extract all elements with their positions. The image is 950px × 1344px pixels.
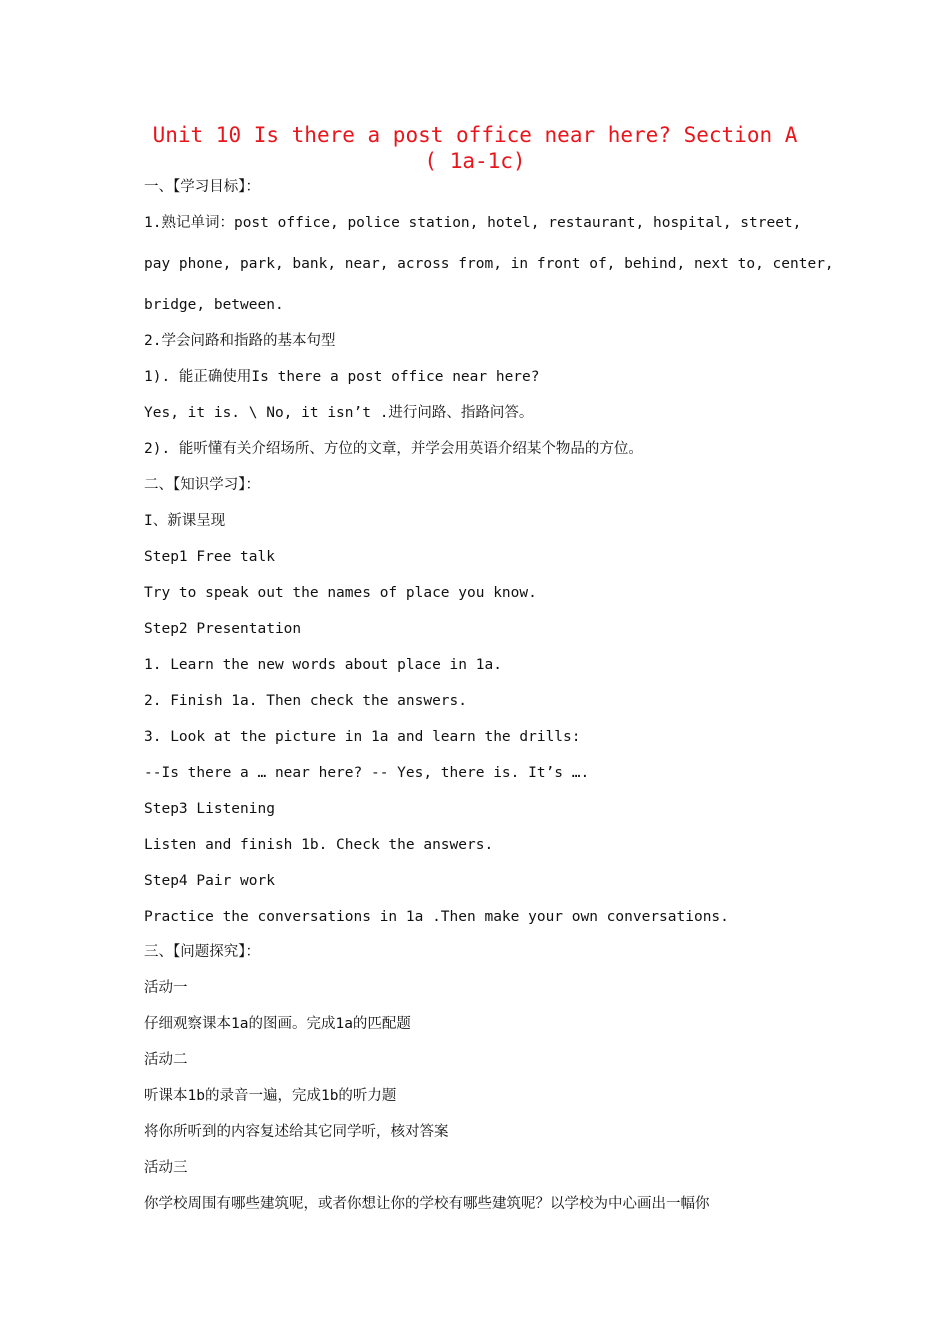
step2-item-2: 2. Finish 1a. Then check the answers. bbox=[144, 693, 468, 709]
step4-heading: Step4 Pair work bbox=[144, 873, 275, 889]
step2-heading: Step2 Presentation bbox=[144, 621, 302, 637]
section-heading-objectives: 一、【学习目标】： bbox=[144, 179, 260, 195]
subsection-new-lesson: I、新课呈现 bbox=[144, 513, 226, 529]
step1-heading: Step1 Free talk bbox=[144, 549, 275, 565]
objective-2-1-cont: Yes, it is. \ No, it isn’t .进行问路、指路问答。 bbox=[144, 405, 534, 421]
step4-text: Practice the conversations in 1a .Then make your own conversations. bbox=[144, 909, 729, 925]
activity-2-text-1: 听课本1b的录音一遍，完成1b的听力题 bbox=[144, 1088, 397, 1104]
step3-text: Listen and finish 1b. Check the answers. bbox=[144, 837, 494, 853]
objective-2-1: 1). 能正确使用Is there a post office near here? bbox=[144, 369, 540, 385]
step1-text: Try to speak out the names of place you know. bbox=[144, 585, 537, 601]
step2-item-1: 1. Learn the new words about place in 1a. bbox=[144, 657, 502, 673]
vocab-line-2: pay phone, park, bank, near, across from, in front of, behind, next to, center, bbox=[144, 256, 834, 272]
step3-heading: Step3 Listening bbox=[144, 801, 275, 817]
activity-3-heading: 活动三 bbox=[144, 1160, 188, 1176]
activity-1-heading: 活动一 bbox=[144, 980, 188, 996]
objective-2-2: 2). 能听懂有关介绍场所、方位的文章，并学会用英语介绍某个物品的方位。 bbox=[144, 441, 643, 457]
step2-item-3: 3. Look at the picture in 1a and learn the drills: bbox=[144, 729, 581, 745]
activity-2-text-2: 将你所听到的内容复述给其它同学听，核对答案 bbox=[144, 1124, 449, 1140]
section-heading-inquiry: 三、【问题探究】： bbox=[144, 944, 260, 960]
step2-drill: --Is there a … near here? -- Yes, there is. It’s …. bbox=[144, 765, 590, 781]
activity-3-text: 你学校周围有哪些建筑呢，或者你想让你的学校有哪些建筑呢？以学校为中心画出一幅你 bbox=[144, 1196, 710, 1212]
activity-2-heading: 活动二 bbox=[144, 1052, 188, 1068]
objective-2: 2.学会问路和指路的基本句型 bbox=[144, 333, 336, 349]
section-heading-learning: 二、【知识学习】： bbox=[144, 477, 260, 493]
vocab-line-3: bridge, between. bbox=[144, 297, 284, 313]
activity-1-text: 仔细观察课本1a的图画。完成1a的匹配题 bbox=[144, 1016, 411, 1032]
document-title: Unit 10 Is there a post office near here? Section A ( 1a-1c) bbox=[152, 123, 798, 173]
vocab-line-1: 1.熟记单词：post office, police station, hotel, restaurant, hospital, street, bbox=[144, 215, 802, 231]
